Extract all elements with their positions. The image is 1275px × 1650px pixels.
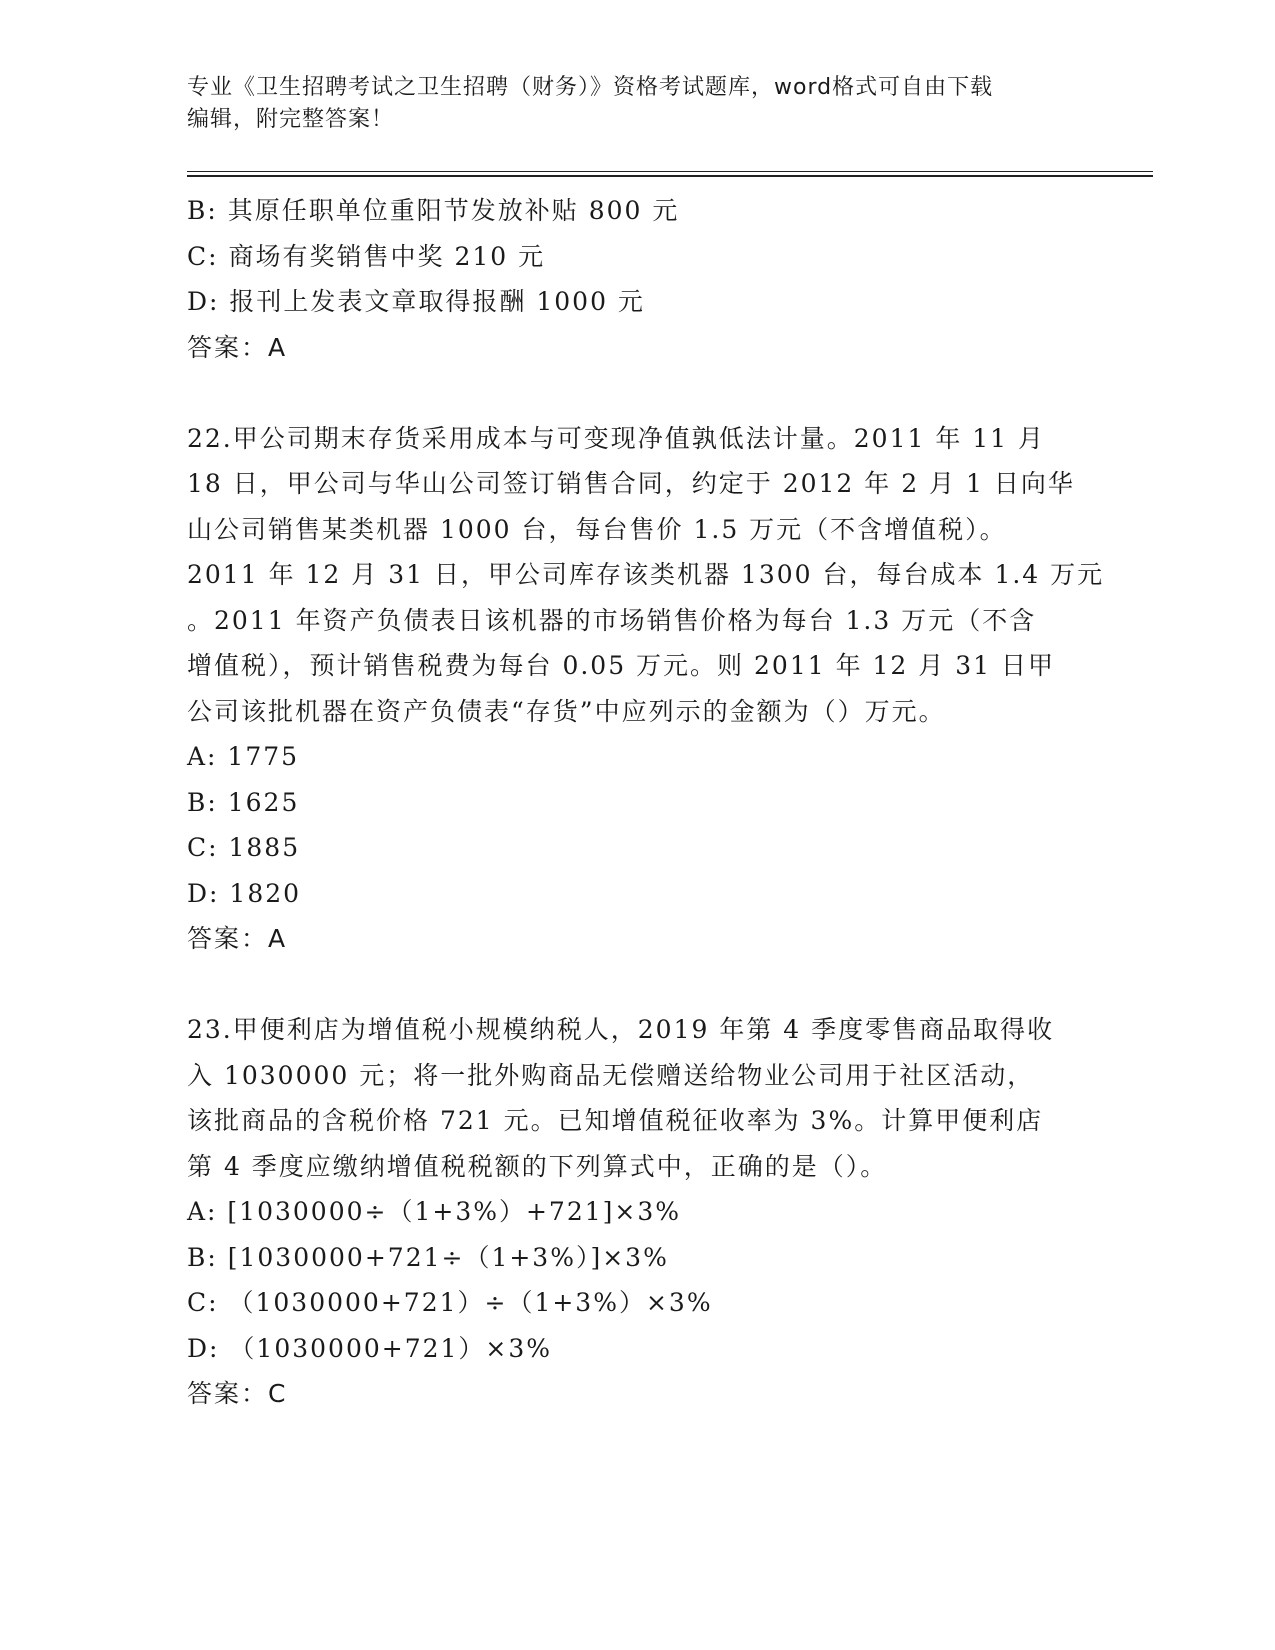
- spacer: [187, 370, 1087, 416]
- option-c: C: 商场有奖销售中奖 210 元: [187, 241, 546, 271]
- question-content: [187, 188, 1105, 1417]
- question-stem-line: 该批商品的含税价格 721 元。已知增值税征收率为 3%。计算甲便利店: [187, 1106, 1044, 1135]
- question-23: [187, 1007, 1087, 1417]
- option-c: C: （1030000+721）÷（1+3%）×3%: [187, 1288, 713, 1317]
- header-divider-thin: [187, 171, 1153, 172]
- answer: 答案：A: [187, 924, 288, 953]
- question-22: [187, 416, 1105, 962]
- option-d: D: （1030000+721）×3%: [187, 1333, 553, 1363]
- answer: 答案：C: [187, 1379, 288, 1408]
- document-header: [187, 72, 1067, 136]
- header-line-2: 编辑，附完整答案！: [187, 107, 395, 132]
- prev-question: [187, 188, 1087, 370]
- option-b: B: 其原任职单位重阳节发放补贴 800 元: [187, 196, 680, 225]
- question-stem-line: 18 日，甲公司与华山公司签订销售合同，约定于 2012 年 2 月 1 日向华: [187, 469, 1075, 498]
- option-c: C: 1885: [187, 833, 301, 862]
- question-stem-line: 。2011 年资产负债表日该机器的市场销售价格为每台 1.3 万元（不含: [187, 605, 1037, 635]
- question-stem-line: 增值税），预计销售税费为每台 0.05 万元。则 2011 年 12 月 31 日甲: [187, 651, 1055, 680]
- question-stem-line: 第 4 季度应缴纳增值税税额的下列算式中，正确的是（）。: [187, 1151, 888, 1181]
- spacer: [187, 962, 1087, 1008]
- option-b: B: [1030000+721÷（1+3%）]×3%: [187, 1242, 669, 1272]
- option-a: A: [1030000÷（1+3%）+721]×3%: [187, 1197, 682, 1226]
- option-b: B: 1625: [187, 787, 300, 817]
- question-stem-line: 入 1030000 元；将一批外购商品无偿赠送给物业公司用于社区活动，: [187, 1060, 1035, 1090]
- question-stem-line: 23.甲便利店为增值税小规模纳税人，2019 年第 4 季度零售商品取得收: [187, 1015, 1055, 1044]
- question-stem-line: 公司该批机器在资产负债表“存货”中应列示的金额为（）万元。: [187, 696, 946, 726]
- option-a: A: 1775: [187, 742, 300, 771]
- option-d: D: 1820: [187, 878, 302, 908]
- header-line-1: 专业《卫生招聘考试之卫生招聘（财务）》资格考试题库，word格式可自由下载: [187, 75, 994, 100]
- question-stem-line: 山公司销售某类机器 1000 台，每台售价 1.5 万元（不含增值税）。: [187, 514, 1007, 544]
- option-d: D: 报刊上发表文章取得报酬 1000 元: [187, 287, 645, 316]
- answer: 答案：A: [187, 332, 288, 362]
- question-stem-line: 22.甲公司期末存货采用成本与可变现净值孰低法计量。2011 年 11 月: [187, 423, 1046, 453]
- header-divider-thick: [187, 175, 1153, 177]
- question-stem-line: 2011 年 12 月 31 日，甲公司库存该类机器 1300 台，每台成本 1.4 万元: [187, 560, 1105, 589]
